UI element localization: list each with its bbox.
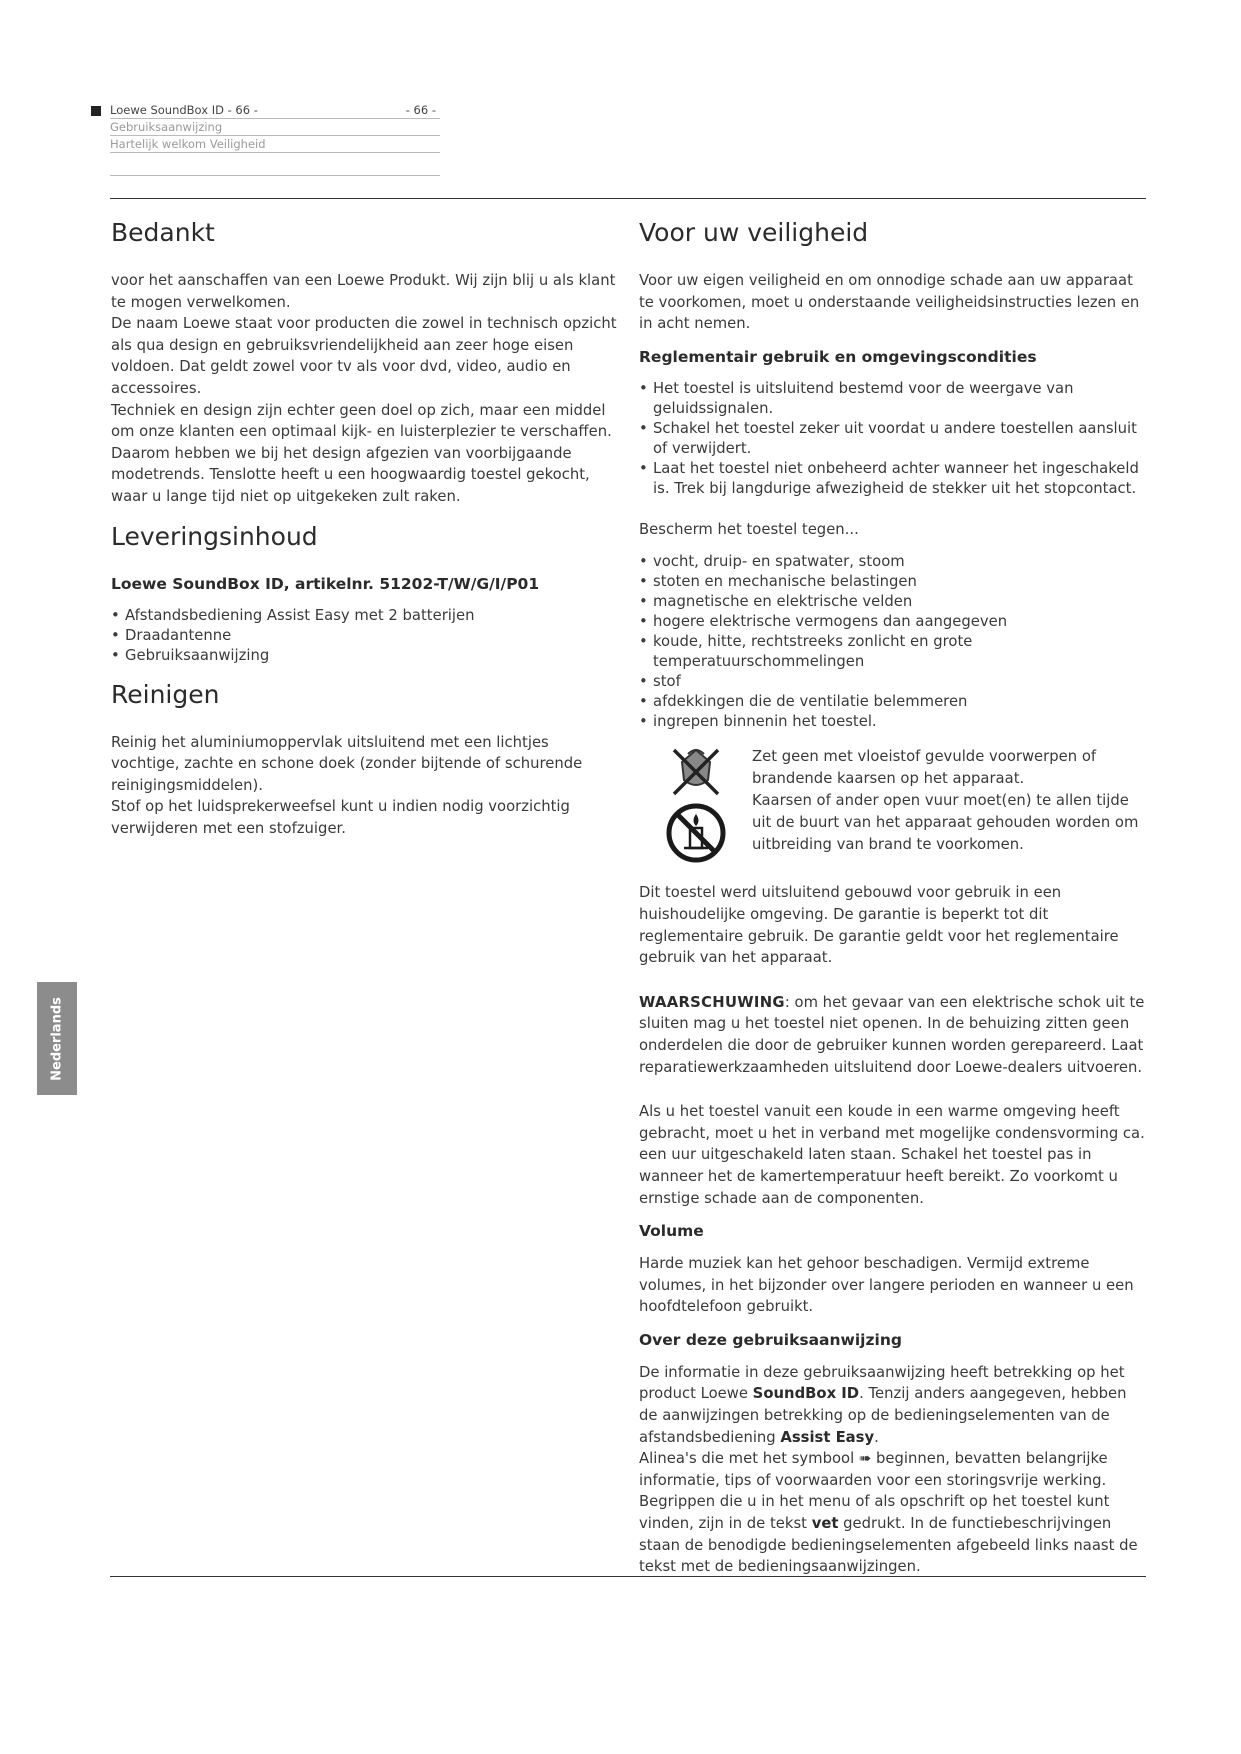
right-column — [639, 212, 1145, 1578]
protect-intro: Bescherm het toestel tegen... — [639, 520, 859, 538]
breadcrumb-1: Gebruiksaanwijzing — [110, 119, 440, 136]
manual-text: Begrippen die u in het menu of als opschrift op het toestel kunt vinden, zijn in de tekst — [639, 1493, 1110, 1533]
list-item: • Draadantenne — [111, 626, 617, 646]
thanks-heading: Bedankt — [111, 218, 215, 247]
header-doc-title: Loewe SoundBox ID - 66 - — [110, 103, 258, 117]
manual-paragraph-2 — [639, 1448, 1145, 1491]
volume-paragraph: Harde muziek kan het gehoor beschadigen. Vermijd extreme volumes, in het bijzonder over langere perioden en wanneer u een hoofdtelefoon gebruikt. — [639, 1255, 1134, 1316]
list-item: • koude, hitte, rechtstreeks zonlicht en grote temperatuurschommelingen — [639, 632, 1145, 672]
list-item: • Laat het toestel niet onbeheerd achter wanneer het ingeschakeld is. Trek bij langdurige afwezigheid de stekker uit het stopcontact. — [639, 459, 1145, 499]
header-page-number: - 66 - — [405, 103, 436, 117]
thanks-section — [111, 270, 617, 508]
icon-warning-flame: Kaarsen of ander open vuur moet(en) te allen tijde uit de buurt van het apparaat gehouden worden om uitbreiding van brand te voorkomen. — [752, 792, 1139, 854]
manual-heading: Over deze gebruiksaanwijzing — [639, 1330, 902, 1349]
safety-heading: Voor uw veiligheid — [639, 218, 869, 247]
list-item: • Schakel het toestel zeker uit voordat u andere toestellen aansluit of verwijdert. — [639, 419, 1145, 459]
thanks-paragraph: De naam Loewe staat voor producten die zowel in technisch opzicht als qua design en gebruiksvriendelijkheid aan zeer hoge eisen voldoen. Dat geldt zowel voor tv als voor dvd, video, audio en accessoires. — [111, 315, 617, 397]
warning-text: : om het gevaar van een elektrische schok uit te sluiten mag u het toestel niet openen. In de behuizing zitten geen onderdelen die door de gebruiker kunnen worden gerepareerd. Laat reparatiewerkzaamheden uitsluitend door Loewe-dealers uitvoeren. — [639, 993, 1145, 1076]
language-tab-label: Nederlands — [49, 996, 65, 1081]
delivery-heading: Leveringsinhoud — [111, 521, 318, 551]
thanks-paragraph: voor het aanschaffen van een Loewe Produkt. Wij zijn blij u als klant te mogen verwelkomen. — [111, 272, 616, 311]
warning-icons-text — [752, 746, 1145, 864]
breadcrumb-2: Hartelijk welkom Veiligheid — [110, 136, 440, 153]
manual-paragraph-3 — [639, 1491, 1145, 1577]
thanks-paragraph: Techniek en design zijn echter geen doel op zich, maar een middel om onze klanten een optimaal kijk- en luisterplezier te verschaffen. — [111, 401, 612, 441]
list-item: • magnetische en elektrische velden — [639, 592, 1145, 612]
usage-list — [639, 379, 1145, 499]
manual-text: . Tenzij anders aangegeven, hebben de aanwijzingen betrekking op de bedieningselementen van de afstandsbediening — [639, 1385, 1127, 1446]
cleaning-paragraph: Reinig het aluminiumoppervlak uitsluitend met een lichtjes vochtige, zachte en schone doek (zonder bijtende of schurende reinigingsmiddelen). — [111, 733, 583, 794]
list-item: • vocht, druip- en spatwater, stoom — [639, 552, 1145, 572]
condensation-paragraph: Als u het toestel vanuit een koude in een warme omgeving heeft gebracht, moet u het in verband met mogelijke condensvorming ca. een uur uitgeschakeld laten staan. Schakel het toestel pas in wanneer het de kamertemperatuur heeft bereikt. Zo voorkomt u ernstige schade aan de componenten. — [639, 1103, 1145, 1207]
manual-text: . — [874, 1428, 879, 1446]
protect-list — [639, 552, 1145, 732]
arrow-symbol-icon: ➠ — [858, 1450, 872, 1468]
header-spacer-row — [110, 153, 440, 176]
safety-intro: Voor uw eigen veiligheid en om onnodige schade aan uw apparaat te voorkomen, moet u onderstaande veiligheidsinstructies lezen en in acht nemen. — [639, 272, 1140, 333]
list-item: • Gebruiksaanwijzing — [111, 646, 617, 666]
header-title-row — [110, 102, 440, 119]
cleaning-heading: Reinigen — [111, 679, 220, 709]
volume-heading: Volume — [639, 1222, 704, 1241]
warning-icons-section — [639, 746, 1145, 864]
manual-text: gedrukt. In de functiebeschrijvingen staan de benodigde bedieningselementen afgebeeld links naast de tekst met de bedieningsaanwijzingen. — [639, 1515, 1138, 1576]
page-header — [110, 102, 440, 176]
list-item: • hogere elektrische vermogens dan aangegeven — [639, 612, 1145, 632]
language-tab — [37, 982, 77, 1095]
list-item: • Afstandsbediening Assist Easy met 2 batterijen — [111, 606, 617, 626]
no-liquids-icon — [668, 746, 724, 798]
usage-heading: Reglementair gebruik en omgevingscondities — [639, 347, 1037, 366]
manual-text: beginnen, bevatten belangrijke informatie, tips of voorwaarden voor een storingsvrije werking. — [639, 1450, 1108, 1489]
manual-text: Alinea's die met het symbool — [639, 1450, 859, 1468]
warning-icons — [639, 746, 752, 864]
list-item: • ingrepen binnenin het toestel. — [639, 712, 1145, 732]
cleaning-paragraph: Stof op het luidsprekerweefsel kunt u indien nodig voorzichtig verwijderen met een stofzuiger. — [111, 798, 570, 837]
list-item: • stoten en mechanische belastingen — [639, 572, 1145, 592]
list-item: • stof — [639, 672, 1145, 692]
manual-paragraph-1 — [639, 1362, 1145, 1448]
delivery-list — [111, 606, 617, 666]
cleaning-section — [111, 732, 617, 840]
bottom-divider — [110, 1576, 1146, 1577]
list-item: • Het toestel is uitsluitend bestemd voor de weergave van geluidssignalen. — [639, 379, 1145, 419]
warning-paragraph — [639, 992, 1145, 1078]
no-open-flame-icon — [665, 802, 727, 864]
delivery-subheading: Loewe SoundBox ID, artikelnr. 51202-T/W/G/I/P01 — [111, 574, 540, 593]
left-column — [111, 212, 617, 852]
manual-bold-word: vet — [811, 1515, 839, 1533]
household-paragraph: Dit toestel werd uitsluitend gebouwd voor gebruik in een huishoudelijke omgeving. De garantie is beperkt tot dit reglementaire gebruik. De garantie geldt voor het reglementaire gebruik van het apparaat. — [639, 884, 1119, 967]
icon-warning-liquids: Zet geen met vloeistof gevulde voorwerpen of brandende kaarsen op het apparaat. — [752, 748, 1097, 788]
list-item: • afdekkingen die de ventilatie belemmeren — [639, 692, 1145, 712]
manual-text: De informatie in deze gebruiksaanwijzing heeft betrekking op het product Loewe — [639, 1363, 1125, 1403]
header-marker — [91, 106, 101, 116]
top-divider — [110, 198, 1146, 199]
manual-bold-remote: Assist Easy — [780, 1428, 875, 1446]
manual-bold-product: SoundBox ID — [752, 1385, 860, 1403]
warning-label: WAARSCHUWING — [639, 993, 785, 1011]
thanks-paragraph: Daarom hebben we bij het design afgezien van voorbijgaande modetrends. Tenslotte heeft u een hoogwaardig toestel gekocht, waar u lange tijd niet op uitgekeken zult raken. — [111, 444, 590, 505]
